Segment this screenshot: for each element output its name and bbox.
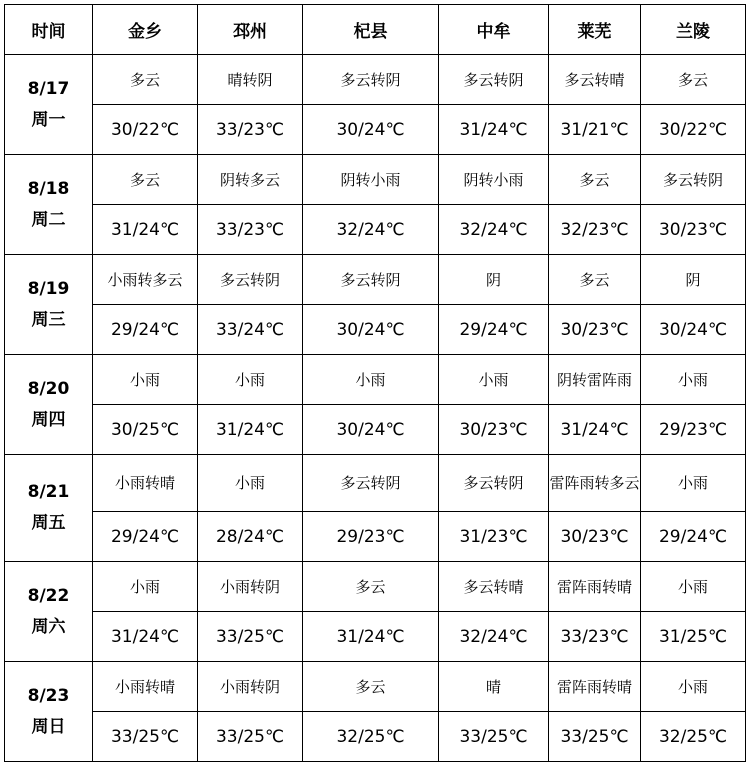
temperature-cell: 30/23℃ xyxy=(549,305,641,355)
date-label: 8/22 xyxy=(27,585,70,606)
temperature-cell: 32/24℃ xyxy=(439,612,549,662)
temperature-cell: 30/24℃ xyxy=(303,405,439,455)
weather-forecast-table xyxy=(4,4,746,762)
temperature-cell: 31/24℃ xyxy=(439,105,549,155)
temperature-cell: 30/24℃ xyxy=(303,105,439,155)
temperature-cell: 29/24℃ xyxy=(93,512,198,562)
temperature-cell: 32/24℃ xyxy=(303,205,439,255)
temperature-cell: 30/22℃ xyxy=(93,105,198,155)
temperature-cell: 29/24℃ xyxy=(439,305,549,355)
temperature-cell: 30/24℃ xyxy=(641,305,746,355)
temperature-cell: 31/24℃ xyxy=(93,205,198,255)
weather-cell: 晴 xyxy=(439,662,549,712)
temperature-cell: 30/22℃ xyxy=(641,105,746,155)
weather-cell: 多云 xyxy=(549,255,641,305)
weather-cell: 多云转阴 xyxy=(439,455,549,512)
header-city: 金乡 xyxy=(93,5,198,55)
date-cell xyxy=(5,55,93,155)
weather-row xyxy=(5,155,746,205)
weather-cell: 小雨转晴 xyxy=(93,455,198,512)
weather-cell: 雷阵雨转晴 xyxy=(549,662,641,712)
weather-row xyxy=(5,255,746,305)
temperature-cell: 29/24℃ xyxy=(93,305,198,355)
weather-cell: 晴转阴 xyxy=(198,55,303,105)
weekday-label: 周二 xyxy=(31,209,66,230)
weekday-label: 周三 xyxy=(31,309,66,330)
temperature-cell: 32/25℃ xyxy=(641,712,746,762)
temperature-cell: 31/25℃ xyxy=(641,612,746,662)
weather-cell: 多云 xyxy=(303,662,439,712)
temperature-cell: 33/25℃ xyxy=(198,612,303,662)
weather-cell: 小雨转晴 xyxy=(93,662,198,712)
header-row xyxy=(5,5,746,55)
temperature-cell: 32/23℃ xyxy=(549,205,641,255)
weather-cell: 小雨 xyxy=(641,455,746,512)
date-cell xyxy=(5,562,93,662)
weather-cell: 多云 xyxy=(303,562,439,612)
weather-row xyxy=(5,55,746,105)
weather-cell: 多云转阴 xyxy=(303,255,439,305)
weather-cell: 雷阵雨转多云 xyxy=(549,455,641,512)
date-label: 8/17 xyxy=(27,78,70,99)
temperature-cell: 31/21℃ xyxy=(549,105,641,155)
temperature-cell: 31/24℃ xyxy=(198,405,303,455)
temperature-cell: 30/23℃ xyxy=(641,205,746,255)
temperature-cell: 30/23℃ xyxy=(439,405,549,455)
weather-cell: 阴 xyxy=(641,255,746,305)
header-city: 邳州 xyxy=(198,5,303,55)
weather-cell: 多云 xyxy=(93,155,198,205)
temperature-cell: 29/23℃ xyxy=(641,405,746,455)
temperature-row xyxy=(5,612,746,662)
weather-cell: 小雨 xyxy=(641,662,746,712)
weather-cell: 多云转晴 xyxy=(439,562,549,612)
weather-cell: 多云转阴 xyxy=(641,155,746,205)
date-label: 8/18 xyxy=(27,178,70,199)
temperature-cell: 33/23℃ xyxy=(198,205,303,255)
date-label: 8/19 xyxy=(27,278,70,299)
temperature-cell: 31/24℃ xyxy=(93,612,198,662)
date-label: 8/23 xyxy=(27,685,70,706)
weather-cell: 多云 xyxy=(641,55,746,105)
weekday-label: 周日 xyxy=(31,716,66,737)
temperature-cell: 32/24℃ xyxy=(439,205,549,255)
weather-cell: 小雨转多云 xyxy=(93,255,198,305)
weekday-label: 周五 xyxy=(31,513,66,533)
temperature-row xyxy=(5,512,746,562)
weekday-label: 周六 xyxy=(31,616,66,637)
temperature-cell: 33/25℃ xyxy=(93,712,198,762)
header-time: 时间 xyxy=(5,5,93,55)
weather-cell: 多云转阴 xyxy=(303,455,439,512)
weather-row xyxy=(5,455,746,512)
date-label: 8/20 xyxy=(27,378,70,399)
weather-row xyxy=(5,562,746,612)
date-cell xyxy=(5,255,93,355)
header-city: 杞县 xyxy=(303,5,439,55)
weather-cell: 小雨 xyxy=(93,562,198,612)
date-cell xyxy=(5,355,93,455)
weather-row xyxy=(5,662,746,712)
temperature-cell: 31/24℃ xyxy=(549,405,641,455)
weather-cell: 阴转小雨 xyxy=(439,155,549,205)
weather-cell: 小雨转阴 xyxy=(198,662,303,712)
weather-cell: 阴转小雨 xyxy=(303,155,439,205)
temperature-cell: 33/25℃ xyxy=(198,712,303,762)
temperature-cell: 30/23℃ xyxy=(549,512,641,562)
temperature-cell: 33/25℃ xyxy=(549,712,641,762)
weather-cell: 小雨 xyxy=(93,355,198,405)
weather-cell: 阴转雷阵雨 xyxy=(549,355,641,405)
weather-row xyxy=(5,355,746,405)
temperature-cell: 33/23℃ xyxy=(549,612,641,662)
header-city: 中牟 xyxy=(439,5,549,55)
weather-cell: 小雨 xyxy=(641,355,746,405)
date-label: 8/21 xyxy=(27,482,70,502)
weather-cell: 小雨转阴 xyxy=(198,562,303,612)
temperature-cell: 30/24℃ xyxy=(303,305,439,355)
weather-cell: 雷阵雨转晴 xyxy=(549,562,641,612)
date-cell xyxy=(5,155,93,255)
temperature-cell: 33/24℃ xyxy=(198,305,303,355)
temperature-row xyxy=(5,205,746,255)
header-city: 莱芜 xyxy=(549,5,641,55)
weather-cell: 小雨 xyxy=(439,355,549,405)
temperature-row xyxy=(5,712,746,762)
weather-cell: 多云转阴 xyxy=(439,55,549,105)
temperature-cell: 33/23℃ xyxy=(198,105,303,155)
weekday-label: 周四 xyxy=(31,409,66,430)
temperature-cell: 30/25℃ xyxy=(93,405,198,455)
weather-cell: 多云 xyxy=(549,155,641,205)
weather-cell: 小雨 xyxy=(198,455,303,512)
temperature-cell: 31/23℃ xyxy=(439,512,549,562)
temperature-row xyxy=(5,105,746,155)
weather-cell: 小雨 xyxy=(303,355,439,405)
temperature-row xyxy=(5,405,746,455)
weather-cell: 多云转阴 xyxy=(198,255,303,305)
weather-cell: 小雨 xyxy=(641,562,746,612)
temperature-cell: 33/25℃ xyxy=(439,712,549,762)
weekday-label: 周一 xyxy=(31,109,66,130)
temperature-cell: 28/24℃ xyxy=(198,512,303,562)
temperature-cell: 31/24℃ xyxy=(303,612,439,662)
date-cell xyxy=(5,662,93,762)
weather-cell: 小雨 xyxy=(198,355,303,405)
weather-cell: 阴 xyxy=(439,255,549,305)
date-cell xyxy=(5,455,93,562)
weather-cell: 阴转多云 xyxy=(198,155,303,205)
temperature-row xyxy=(5,305,746,355)
temperature-cell: 29/23℃ xyxy=(303,512,439,562)
weather-cell: 多云转晴 xyxy=(549,55,641,105)
header-city: 兰陵 xyxy=(641,5,746,55)
weather-cell: 多云 xyxy=(93,55,198,105)
weather-cell: 多云转阴 xyxy=(303,55,439,105)
temperature-cell: 29/24℃ xyxy=(641,512,746,562)
temperature-cell: 32/25℃ xyxy=(303,712,439,762)
